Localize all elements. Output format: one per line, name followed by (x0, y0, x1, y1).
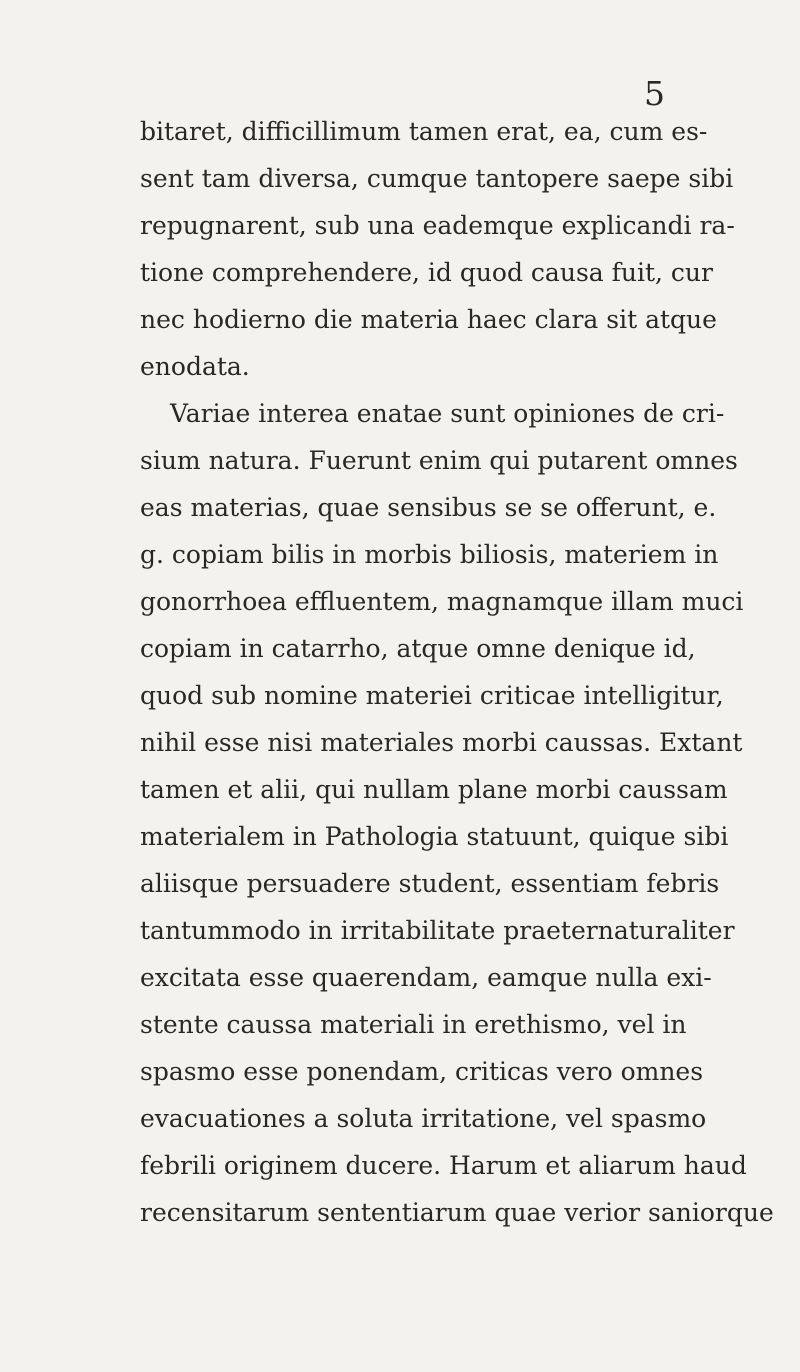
text-line: tione comprehendere, id quod causa fuit, cur (140, 258, 713, 287)
text-line: excitata esse quaerendam, eamque nulla exi- (140, 963, 712, 992)
text-line: nihil esse nisi materiales morbi caussas. Extant (140, 728, 743, 757)
text-line: spasmo esse ponendam, criticas vero omnes (140, 1057, 704, 1086)
text-line: evacuationes a soluta irritatione, vel spasmo (140, 1104, 707, 1133)
text-line: enodata. (140, 352, 250, 381)
text-line: aliisque persuadere student, essentiam febris (140, 869, 720, 898)
text-line: g. copiam bilis in morbis biliosis, materiem in (140, 540, 719, 569)
text-line: sent tam diversa, cumque tantopere saepe sibi (140, 164, 734, 193)
text-line: nec hodierno die materia haec clara sit atque (140, 305, 717, 334)
text-line: copiam in catarrho, atque omne denique id, (140, 634, 696, 663)
text-line: bitaret, difficillimum tamen erat, ea, cum es- (140, 117, 708, 146)
text-line: tamen et alii, qui nullam plane morbi caussam (140, 775, 728, 804)
text-line: stente caussa materiali in erethismo, vel in (140, 1010, 687, 1039)
text-line: quod sub nomine materiei criticae intelligitur, (140, 681, 724, 710)
text-line: recensitarum sententiarum quae verior saniorque (140, 1198, 774, 1227)
paragraph-start-line: Variae interea enatae sunt opiniones de cri- (170, 399, 725, 428)
text-line: repugnarent, sub una eademque explicandi ra- (140, 211, 735, 240)
text-line: febrili originem ducere. Harum et aliarum haud (140, 1151, 747, 1180)
text-line: gonorrhoea effluentem, magnamque illam muci (140, 587, 744, 616)
page-number: 5 (644, 74, 665, 113)
text-line: eas materias, quae sensibus se se offerunt, e. (140, 493, 717, 522)
body-text (140, 108, 774, 1236)
text-line: tantummodo in irritabilitate praeternaturaliter (140, 916, 735, 945)
text-line: materialem in Pathologia statuunt, quique sibi (140, 822, 729, 851)
text-line: sium natura. Fuerunt enim qui putarent omnes (140, 446, 738, 475)
